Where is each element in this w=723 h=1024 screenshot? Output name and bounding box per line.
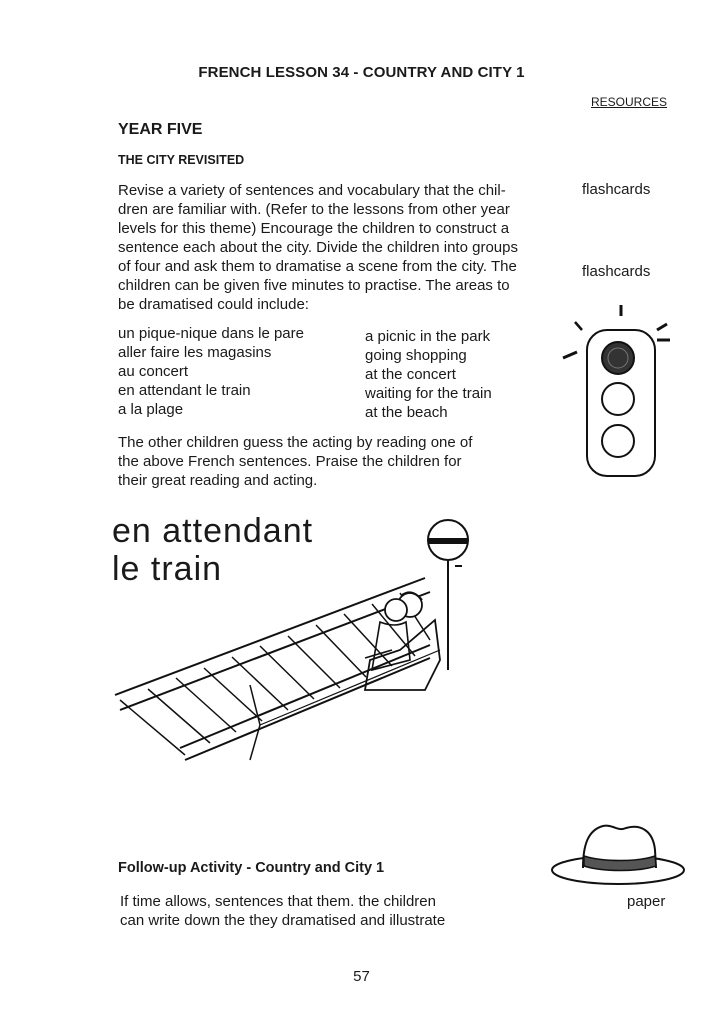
french-phrase: aller faire les magasins [118, 344, 272, 361]
resource-paper: paper [627, 893, 666, 910]
intro-line: be dramatised could include: [118, 296, 309, 313]
hat-illustration [548, 820, 688, 890]
followup-title: Follow-up Activity - Country and City 1 [118, 860, 385, 876]
guess-line: the above French sentences. Praise the children for [118, 453, 462, 470]
english-phrases [365, 327, 492, 422]
followup-line: can write down the they dramatised and illustrate [120, 912, 446, 929]
intro-line: levels for this theme) Encourage the children to construct a [118, 220, 510, 237]
english-phrase: going shopping [365, 347, 467, 364]
page-number: 57 [353, 968, 370, 985]
intro-line: sentence each about the city. Divide the children into groups [118, 239, 518, 256]
followup-paragraph [120, 892, 445, 930]
french-phrases [118, 324, 304, 419]
section-heading: THE CITY REVISITED [118, 153, 245, 167]
english-phrase: waiting for the train [365, 385, 492, 402]
train-waiting-illustration [110, 510, 480, 770]
french-phrase: un pique-nique dans le pare [118, 325, 304, 342]
english-phrase: a picnic in the park [365, 328, 491, 345]
french-phrase: en attendant le train [118, 382, 251, 399]
traffic-light-illustration [555, 300, 675, 480]
intro-line: children can be given five minutes to practise. The areas to [118, 277, 510, 294]
page-title: FRENCH LESSON 34 - COUNTRY AND CITY 1 [198, 64, 525, 81]
guess-line: their great reading and acting. [118, 472, 318, 489]
caption-line: le train [112, 550, 223, 588]
year-heading: YEAR FIVE [118, 121, 203, 138]
intro-line: Revise a variety of sentences and vocabulary that the chil- [118, 182, 506, 199]
intro-line: of four and ask them to dramatise a scene from the city. The [118, 258, 517, 275]
caption-line: en attendant [112, 512, 314, 550]
guess-line: The other children guess the acting by reading one of [118, 434, 473, 451]
intro-line: dren are familiar with. (Refer to the lessons from other year [118, 201, 510, 218]
intro-paragraph [118, 181, 558, 314]
english-phrase: at the beach [365, 404, 448, 421]
followup-line: If time allows, sentences that them. the children [120, 893, 436, 910]
resource-flashcards-2: flashcards [582, 263, 651, 280]
guess-paragraph [118, 433, 472, 490]
french-phrase: a la plage [118, 401, 184, 418]
resource-flashcards-1: flashcards [582, 181, 651, 198]
english-phrase: at the concert [365, 366, 456, 383]
resources-heading: RESOURCES [590, 95, 667, 109]
french-phrase: au concert [118, 363, 189, 380]
